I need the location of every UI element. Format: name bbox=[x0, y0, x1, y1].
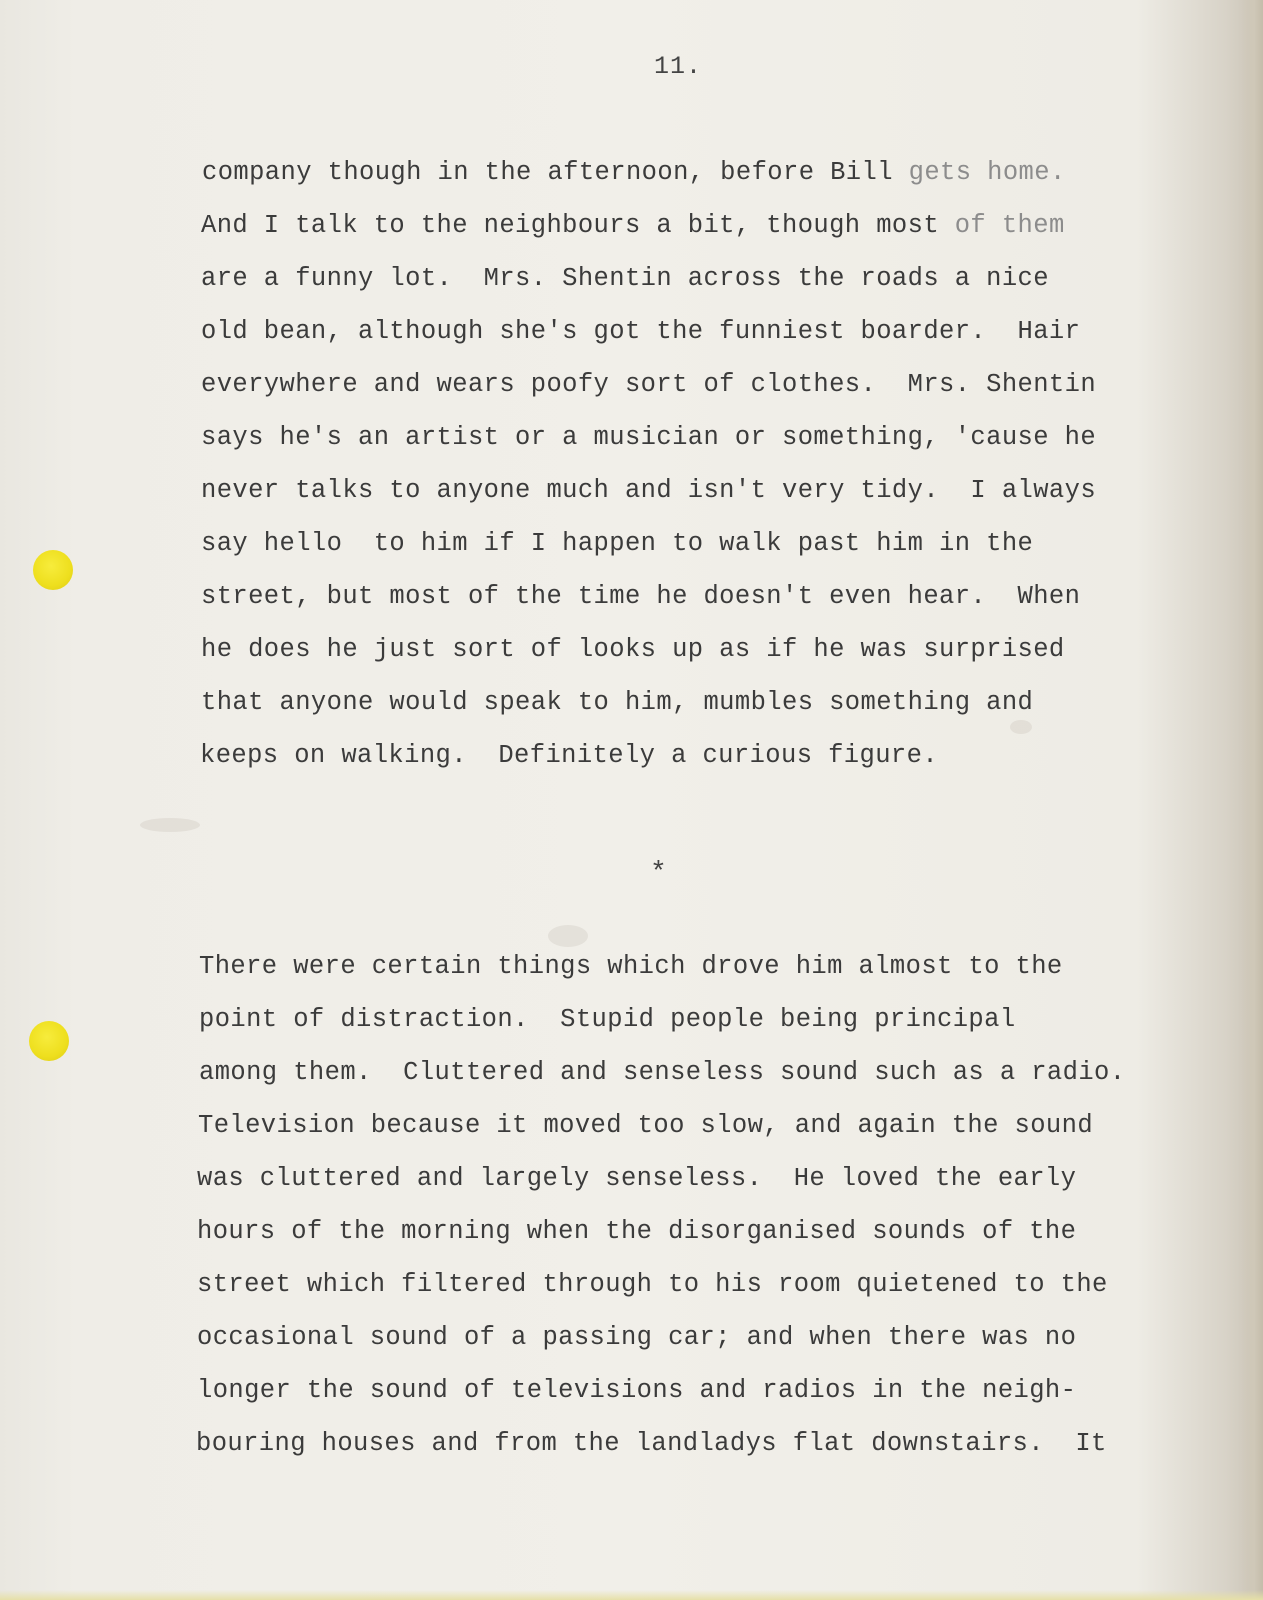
text-line: never talks to anyone much and isn't very tidy. I always bbox=[201, 476, 1097, 505]
text-line: street, but most of the time he doesn't even hear. When bbox=[201, 582, 1081, 611]
text-line: There were certain things which drove him almost to the bbox=[199, 952, 1063, 981]
text-line: among them. Cluttered and senseless sound such as a radio. bbox=[199, 1058, 1126, 1087]
text-line: are a funny lot. Mrs. Shentin across the roads a nice bbox=[201, 264, 1049, 293]
text-line: says he's an artist or a musician or something, 'cause he bbox=[201, 423, 1097, 452]
section-separator-asterisk: * bbox=[650, 858, 667, 889]
text-line: everywhere and wears poofy sort of clothes. Mrs. Shentin bbox=[201, 370, 1097, 399]
paper-edge-shadow bbox=[1241, 0, 1263, 1600]
paper-bottom-edge bbox=[0, 1590, 1263, 1600]
text-line: Television because it moved too slow, and again the sound bbox=[198, 1111, 1094, 1140]
text-line: hours of the morning when the disorganised sounds of the bbox=[197, 1217, 1077, 1246]
paper-smudge bbox=[548, 925, 588, 947]
binder-hole-reinforcement-top bbox=[33, 550, 73, 590]
text-line: say hello to him if I happen to walk past him in the bbox=[201, 529, 1034, 558]
text-line: old bean, although she's got the funniest boarder. Hair bbox=[201, 317, 1081, 346]
paper-smudge bbox=[140, 818, 200, 832]
text-line: bouring houses and from the landladys flat downstairs. It bbox=[196, 1429, 1107, 1458]
binder-hole-reinforcement-bottom bbox=[29, 1021, 69, 1061]
text-line: occasional sound of a passing car; and when there was no bbox=[197, 1323, 1077, 1352]
text-line: point of distraction. Stupid people being principal bbox=[199, 1005, 1016, 1034]
text-line: keeps on walking. Definitely a curious figure. bbox=[200, 741, 939, 770]
text-line: he does he just sort of looks up as if he was surprised bbox=[201, 635, 1065, 664]
page-number: 11. bbox=[654, 52, 703, 81]
text-line: street which filtered through to his room quietened to the bbox=[197, 1270, 1108, 1299]
text-line: longer the sound of televisions and radios in the neigh- bbox=[197, 1376, 1077, 1405]
text-line: that anyone would speak to him, mumbles something and bbox=[201, 688, 1034, 717]
paper-smudge bbox=[1010, 720, 1032, 734]
text-line: was cluttered and largely senseless. He loved the early bbox=[197, 1164, 1077, 1193]
text-line: And I talk to the neighbours a bit, though most of them bbox=[201, 211, 1065, 240]
text-line: company though in the afternoon, before Bill gets home. bbox=[202, 158, 1066, 187]
